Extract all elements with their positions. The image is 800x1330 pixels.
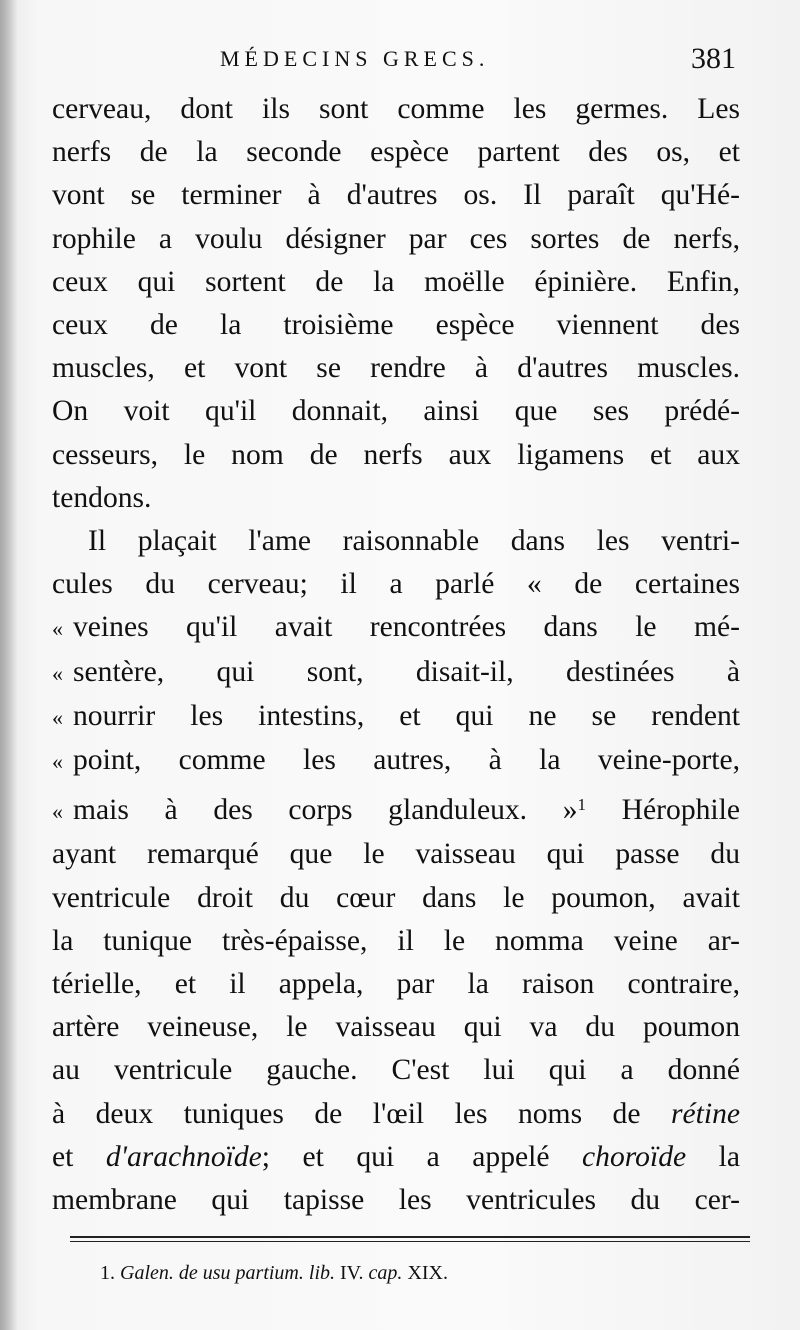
line-text: sentère, qui sont, disait-il, destinées à [73,655,740,688]
text-line: muscles, et vont se rendre à d'autres muscles. [52,352,740,385]
line-text: à deux tuniques de l'œil les noms de [52,1097,671,1130]
line-text: nourrir les intestins, et qui ne se rendent [73,699,740,732]
line-text: ; et qui a appelé [261,1140,583,1173]
text-line: On voit qu'il donnait, ainsi que ses prédé- [52,395,740,428]
text-line [52,1093,740,1136]
body-text [52,88,740,1222]
line-text: Hérophile [586,794,740,827]
text-line [52,783,740,833]
text-line: vont se terminer à d'autres os. Il paraît qu'Hé- [52,179,740,212]
line-text: la [686,1140,740,1173]
footnote-text: lib. [303,1262,341,1284]
text-line: artère veineuse, le vaisseau qui va du poumon [52,1011,740,1044]
footnote-ref: 1 [577,795,587,815]
quote-mark: « [52,704,63,730]
line-text: point, comme les autres, à la veine-porte, [73,744,740,777]
text-line: térielle, et il appela, par la raison contraire, [52,968,740,1001]
text-line [52,1136,740,1179]
text-line: nerfs de la seconde espèce partent des os, et [52,136,740,169]
text-line: ayant remarqué que le vaisseau qui passe du [52,838,740,871]
italic-term: choroïde [582,1140,687,1173]
text-line [52,651,740,695]
line-text: et [52,1140,106,1173]
text-line: membrane qui tapisse les ventricules du cer- [52,1184,740,1217]
quote-mark: « [52,799,63,825]
quote-mark: « [52,749,63,775]
page-header [60,42,760,82]
text-line: Il plaçait l'ame raisonnable dans les ventri- [88,525,740,558]
footnote-rule [70,1236,750,1238]
page-number: 381 [691,42,736,75]
text-line: cules du cerveau; il a parlé « de certaines [52,568,740,601]
footnote [100,1262,448,1285]
line-text: veines qu'il avait rencontrées dans le mé- [73,611,740,644]
text-line: cerveau, dont ils sont comme les germes. Les [52,93,740,125]
quote-mark: « [52,616,63,642]
text-line: la tunique très-épaisse, il le nomma veine ar- [52,924,740,957]
text-line: tendons. [52,481,152,514]
text-line: ceux qui sortent de la moëlle épinière. Enfin, [52,265,740,298]
footnote-number: 1. [100,1262,115,1284]
binding-shadow [0,0,18,1330]
italic-term: rétine [670,1097,740,1130]
line-text: mais à des corps glanduleux. » [73,794,578,827]
footnote-text: XIX. [407,1262,448,1284]
text-line [52,695,740,739]
footnote-text: IV. [340,1262,364,1284]
footnote-text: cap. [363,1262,408,1284]
text-line: ventricule droit du cœur dans le poumon, avait [52,881,740,914]
text-line [52,606,740,650]
text-line: ceux de la troisième espèce viennent des [52,309,740,342]
text-line: cesseurs, le nom de nerfs aux ligamens et aux [52,438,740,471]
running-title: MÉDECINS GRECS. [220,46,490,71]
footnote-rule-thin [70,1241,750,1242]
text-line [52,739,740,783]
footnote-citation: Galen. de usu partium. [120,1262,304,1284]
quote-mark: « [52,660,63,686]
italic-term: d'arachnoïde [105,1140,262,1173]
text-line: au ventricule gauche. C'est lui qui a donné [52,1054,740,1087]
text-line: rophile a voulu désigner par ces sortes de nerfs, [52,222,740,255]
